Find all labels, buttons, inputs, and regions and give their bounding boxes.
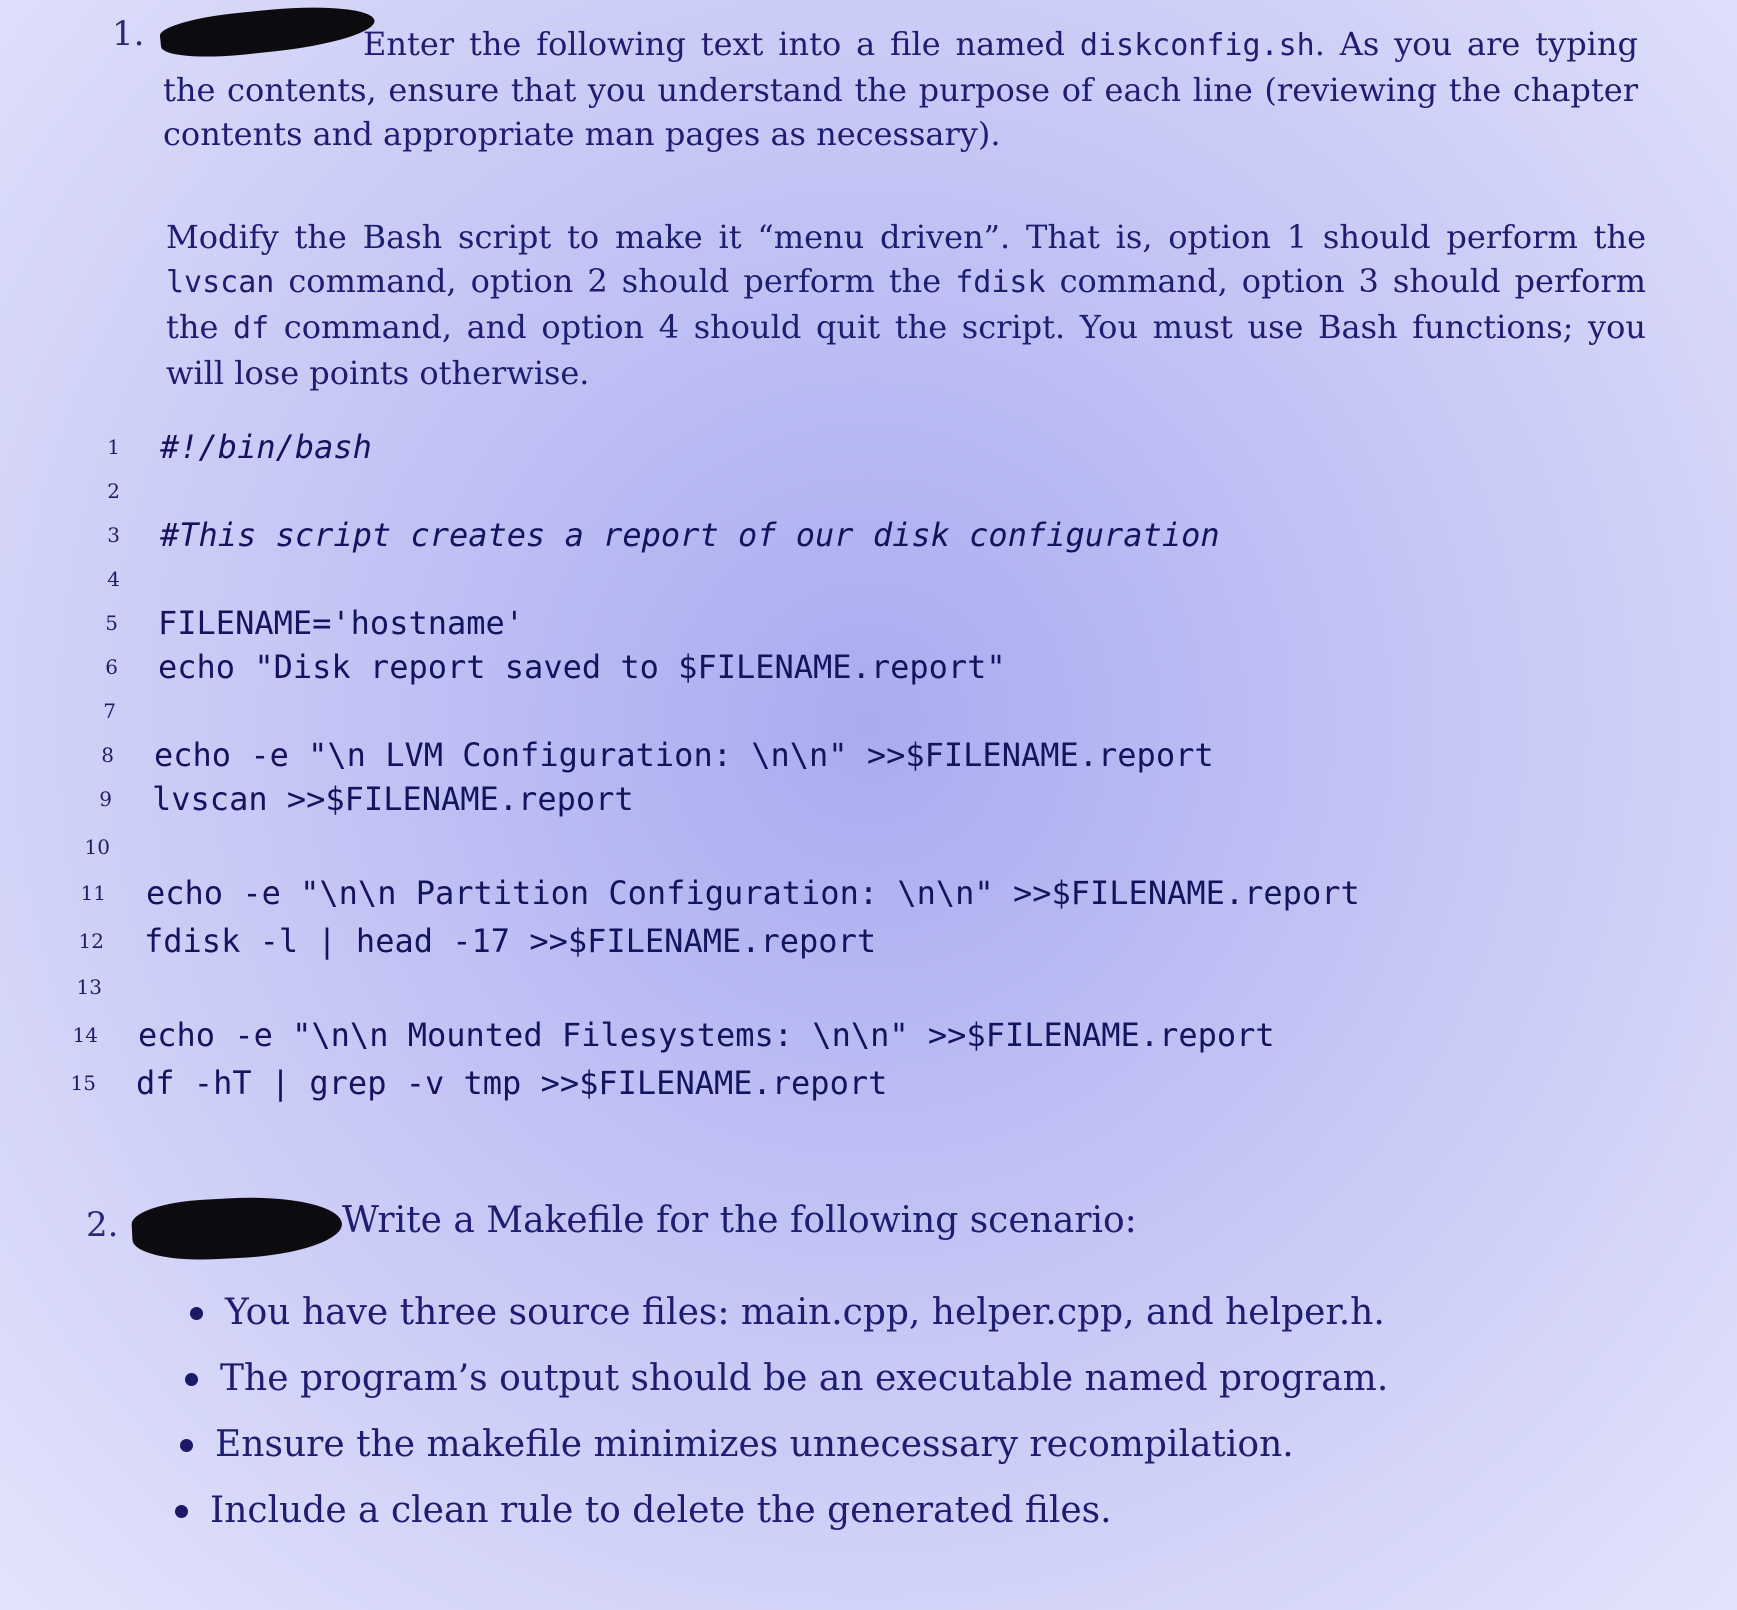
line-number: 1 [107,435,120,459]
question-1-instructions [163,22,1638,156]
line-number: 4 [107,567,120,591]
line-number: 10 [84,835,110,859]
line-number: 12 [78,929,104,953]
list-item [170,1412,1383,1478]
code-line [60,425,372,469]
line-number: 11 [80,881,106,905]
code-line [54,733,1214,777]
line-code: echo -e "\n LVM Configuration: \n\n" >>$FILENAME.report [154,736,1214,774]
line-code: echo "Disk report saved to $FILENAME.report" [158,648,1006,686]
code-line [60,557,160,601]
line-code: echo -e "\n\n Mounted Filesystems: \n\n" >>$FILENAME.report [138,1016,1275,1054]
list-item-text: The program’s output should be an executable named program. [220,1358,1389,1399]
line-number: 2 [107,479,120,503]
modify-text-a: Modify the Bash script to make it “menu driven”. That is, option 1 should perform the [166,218,1646,256]
line-code: #!/bin/bash [160,428,372,466]
question-2-number: 2. [86,1205,119,1245]
code-line [58,645,1006,689]
code-line [46,871,1360,915]
instructions-text: Enter the following text into a file named [363,25,1080,63]
question-1-modify-paragraph [166,215,1646,395]
list-item-text: Include a clean rule to delete the generated files. [210,1490,1112,1531]
modify-text-b: command, option 2 should perform the [274,262,956,300]
list-item [180,1280,1393,1346]
code-line [52,777,634,821]
line-code: echo -e "\n\n Partition Configuration: \n\n" >>$FILENAME.report [146,874,1360,912]
list-item-text: You have three source files: main.cpp, helper.cpp, and helper.h. [225,1292,1385,1333]
line-code: lvscan >>$FILENAME.report [152,780,634,818]
line-number: 8 [101,743,114,767]
code-line [50,825,150,869]
line-number: 13 [76,975,102,999]
code-line [60,513,1220,557]
requirements-list [170,1280,1389,1544]
line-code: df -hT | grep -v tmp >>$FILENAME.report [136,1064,888,1102]
code-line [60,469,160,513]
instructions-text-2: . As you are typing the contents, ensure that you understand the purpose of each line (reviewing the chapter contents and appropriate man pages as necessary). [163,25,1639,153]
code-line [42,965,142,1009]
filename-inline: diskconfig.sh [1079,28,1315,63]
line-number: 15 [70,1071,96,1095]
bullet-icon [190,1307,203,1320]
lvscan-inline: lvscan [166,265,275,300]
bullet-icon [185,1373,198,1386]
code-line [58,601,524,645]
line-number: 9 [99,787,112,811]
bullet-icon [175,1505,188,1518]
line-number: 7 [103,699,116,723]
df-inline: df [233,311,270,346]
line-number: 3 [107,523,120,547]
line-code: #This script creates a report of our disk configuration [160,516,1220,554]
modify-text-c: command, option 3 should perform the [166,262,1647,346]
redaction-mark [131,1193,344,1264]
code-line [56,689,156,733]
list-item [175,1346,1388,1412]
bullet-icon [180,1439,193,1452]
line-number: 5 [105,611,118,635]
line-code: fdisk -l | head -17 >>$FILENAME.report [144,922,877,960]
list-item-text: Ensure the makefile minimizes unnecessary recompilation. [215,1424,1294,1465]
list-item [165,1478,1378,1544]
question-2-heading: Write a Makefile for the following scenario: [342,1200,1137,1241]
line-code: FILENAME='hostname' [158,604,525,642]
fdisk-inline: fdisk [955,265,1046,300]
line-number: 14 [72,1023,98,1047]
modify-text-d: command, and option 4 should quit the script. You must use Bash functions; you will lose points otherwise. [166,308,1647,392]
line-number: 6 [105,655,118,679]
code-line [44,919,876,963]
code-line [36,1061,887,1105]
question-1-number: 1. [112,14,145,54]
code-line [38,1013,1275,1057]
